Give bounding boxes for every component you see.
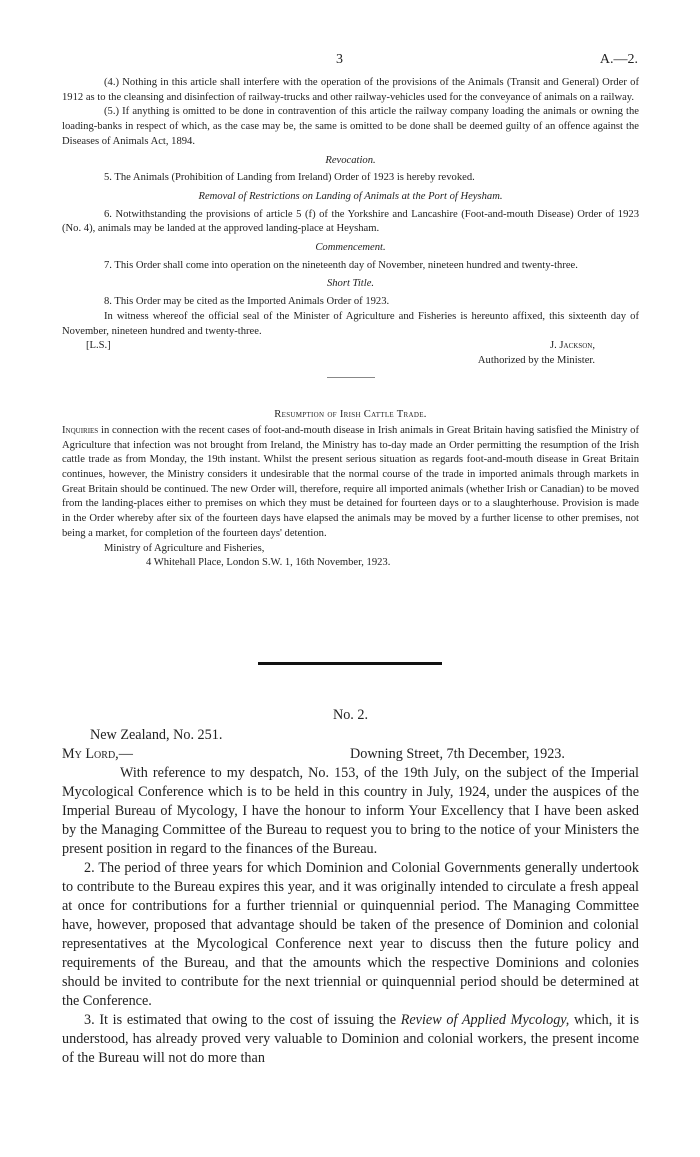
article-clause-4: (4.) Nothing in this article shall interfere with the operation of the provisions of the Animals (Transit and General) Order of 1912 as to the cleansing and disinfection of railway-trucks and other railway-vehicles used for the conveyance of animals on a railway. [62,77,639,103]
heading-short-title: Short Title. [326,278,375,290]
ministry-address: 4 Whitehall Place, London S.W. 1, 16th November, 1923. [146,557,391,569]
article-5: 5. The Animals (Prohibition of Landing from Ireland) Order of 1923 is hereby revoked. [104,172,475,184]
p3-end: which, it is understood, has already proved very valuable to Dominion and colonial workers, the present income of the Bureau will not do more than [62,1012,639,1066]
article-7: 7. This Order shall come into operation on the nineteenth day of November, nineteen hundred and twenty-three. [104,259,578,271]
section-divider-short [327,377,375,378]
article-6: 6. Notwithstanding the provisions of article 5 (f) of the Yorkshire and Lancashire (Foot-and-mouth Disease) Order of 1923 (No. 4), animals may be landed at the approved landing-place at Heysham. [62,208,639,235]
despatch-paragraph-1: With reference to my despatch, No. 153, of the 19th July, on the subject of the Imperial Mycological Conference which is to be held in this country in July, 1924, under the auspices of the Imperial Bureau of Mycology, I have the honour to inform Your Excellency that I have been asked by the Managing Committee of the Bureau to request you to bring to the notice of your Ministers the present position in regard to the finances of the Bureau. [62,765,639,857]
imported-animals-order-section [62,76,639,571]
section-divider-heavy [258,662,442,665]
resumption-lead-word: Inquiries [62,424,99,436]
heading-resumption-of-irish-cattle-trade: Resumption of Irish Cattle Trade. [274,409,427,421]
article-clause-5: (5.) If anything is omitted to be done in contravention of this article the railway company loading the animals or owning the loading-banks in respect of which, as the case may be, the same is omitted to be done shall be deemed guilty of an offence against the Diseases of Animals Act, 1894. [62,106,639,147]
place-and-date: Downing Street, 7th December, 1923. [350,746,565,762]
signature-block [62,339,639,369]
page-header [0,52,700,72]
signatory-title: Authorized by the Minister. [477,354,595,366]
signatory-name: J. Jackson, [550,340,595,352]
salutation: My Lord,— [62,746,133,762]
witness-clause: In witness whereof the official seal of the Minister of Agriculture and Fisheries is hereunto affixed, this sixteenth day of November, nineteen hundred and twenty-three. [62,310,639,337]
p3-start: 3. It is estimated that owing to the cost of issuing the [84,1012,401,1028]
heading-removal-of-restrictions: Removal of Restrictions on Landing of Animals at the Port of Heysham. [198,190,503,202]
seal-mark: [L.S.] [86,340,111,352]
page-number: 3 [336,52,343,67]
salutation-row [62,745,639,764]
despatch-paragraph-2: 2. The period of three years for which Dominion and Colonial Governments generally undertook to contribute to the Bureau expires this year, and it was originally intended to circulate a fresh appeal at once for contributions for a further triennial or quinquennial period. The Managing Committee have, however, proposed that advantage should be taken of the presence of Dominion and colonial representatives at the Mycological Conference next year to discuss then the future policy and requirements of the Bureau, and that the amounts which the respective Dominions and colonies should be invited to contribute for the next triennial or quinquennial period should be determined at the Conference. [62,860,639,1009]
resumption-paragraph [62,424,639,542]
review-title: Review of Applied Mycology, [400,1012,570,1028]
despatch-number: No. 2. [332,707,369,723]
new-zealand-number: New Zealand, No. 251. [90,727,223,743]
heading-commencement: Commencement. [315,242,386,254]
signatory [478,339,595,368]
heading-revocation: Revocation. [325,154,376,166]
ministry-name: Ministry of Agriculture and Fisheries, [104,542,265,554]
article-8: 8. This Order may be cited as the Imported Animals Order of 1923. [104,296,390,308]
despatch-paragraph-3 [62,1011,639,1068]
resumption-body: in connection with the recent cases of foot-and-mouth disease in Irish animals in Great Britain having satisfied the Ministry of Agriculture that infection was not brought from Ireland, the Ministry has to-day made an Order permitting the resumption of the Irish cattle trade as from Monday, the 19th instant. Whilst the present serious situation as regards foot-and-mouth disease in Great Britain continues, however, the Ministry considers it undesirable that the normal course of the trade in imported animals through markets in Great Britain should be continued. The new Order will, therefore, require all imported animals (whether Irish or Canadian) to be moved from the landing-places either to premises on which they must be detained for fourteen days or to a slaughterhouse. Provision is made in the Order whereby after six of the fourteen days have elapsed the animals may be moved by a further license to other premises, not being a market, for completion of the fourteen days' detention. [62,424,639,539]
document-reference: A.—2. [599,52,638,67]
despatch-section [62,706,639,1068]
